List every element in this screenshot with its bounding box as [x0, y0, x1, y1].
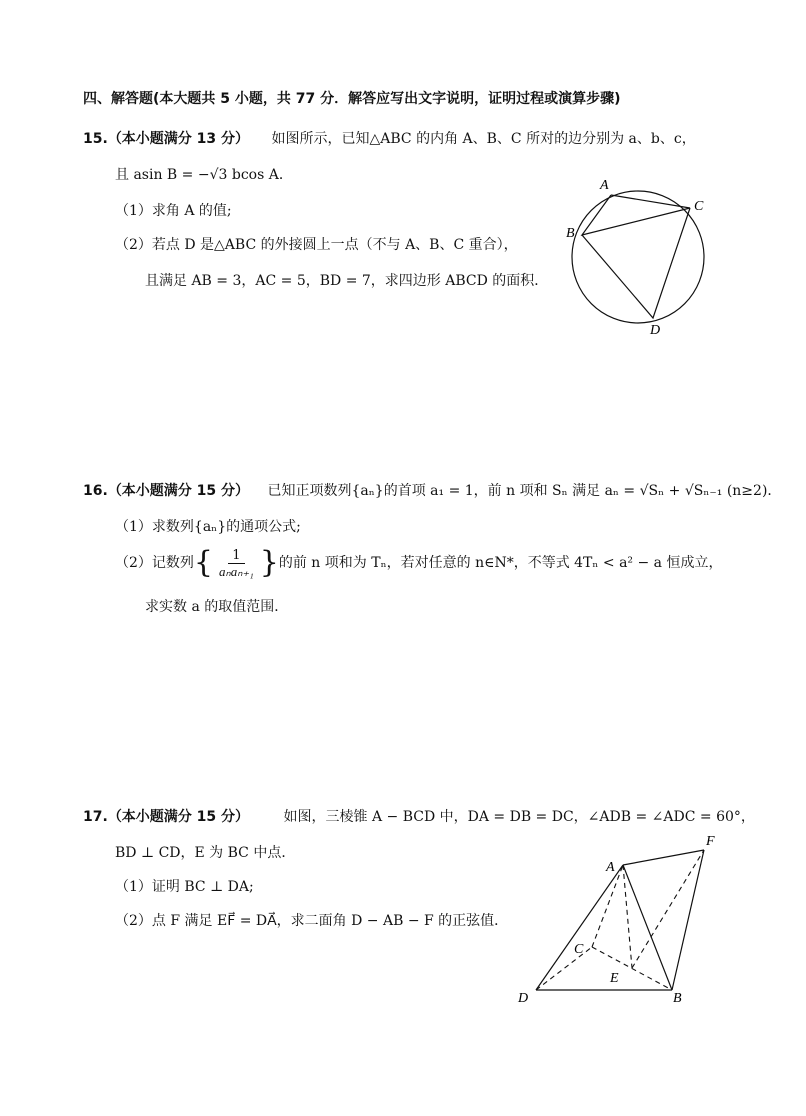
q15-number: 15.	[83, 131, 108, 147]
edge-AE	[623, 865, 632, 968]
segments-bd-dc	[582, 208, 690, 318]
label-B: B	[673, 991, 682, 1006]
edge-CA	[592, 865, 623, 947]
edge-AB	[623, 865, 672, 990]
label-E: E	[610, 971, 619, 986]
q16-number: 16.	[83, 483, 108, 499]
q16-fraction	[215, 548, 258, 579]
q16-part2-post: 的前 n 项和为 Tₙ，若对任意的 n∈N*，不等式 4Tₙ < a² − a 恒成立，	[278, 555, 723, 571]
right-brace: }	[259, 545, 279, 580]
label-F: F	[706, 834, 715, 849]
label-A: A	[606, 860, 615, 875]
q17-number: 17.	[83, 809, 108, 825]
q15-part2-line2: 且满足 AB = 3，AC = 5，BD = 7，求四边形 ABCD 的面积．	[145, 273, 549, 289]
edge-EF	[632, 850, 704, 968]
q16-points: （本小题满分 15 分）	[107, 483, 250, 499]
fraction-denominator: aₙaₙ₊₁	[219, 563, 254, 579]
q17-stem: 如图，三棱锥 A − BCD 中，DA = DB = DC，∠ADB = ∠ADC = 60°，	[283, 809, 755, 825]
fraction-numerator: 1	[228, 548, 244, 564]
edge-CB	[592, 947, 672, 990]
q15-points: （本小题满分 13 分）	[107, 131, 250, 147]
label-C: C	[694, 199, 704, 214]
q17-condition: BD ⊥ CD，E 为 BC 中点．	[115, 845, 296, 861]
q16-part2-pre: （2）记数列	[115, 555, 194, 571]
label-A: A	[600, 178, 609, 193]
label-C: C	[574, 942, 584, 957]
q16-part2-line1	[115, 545, 722, 581]
circumcircle	[572, 191, 704, 323]
q17-part1: （1）证明 BC ⊥ DA;	[115, 879, 254, 895]
q17-header	[83, 808, 755, 826]
q15-condition: 且 asin B = −√3 bcos A．	[115, 167, 293, 183]
q16-part2-line2: 求实数 a 的取值范围．	[145, 599, 289, 615]
section-heading: 四、解答题(本大题共 5 小题，共 77 分．解答应写出文字说明，证明过程或演算步骤)	[83, 91, 621, 107]
label-D: D	[650, 323, 661, 338]
q15-part2-line1: （2）若点 D 是△ABC 的外接圆上一点（不与 A、B、C 重合），	[115, 237, 518, 253]
q16-stem: 已知正项数列{aₙ}的首项 a₁ = 1，前 n 项和 Sₙ 满足 aₙ = √Sₙ + √Sₙ₋₁ (n≥2)．	[267, 483, 782, 499]
edge-AF	[623, 850, 704, 865]
q15-header	[83, 130, 696, 148]
left-brace: {	[193, 545, 214, 580]
q17-part2: （2）点 F 满足 EF⃗ = DA⃗，求二面角 D − AB − F 的正弦值．	[115, 913, 509, 929]
q16-header	[83, 482, 781, 500]
label-D: D	[518, 991, 529, 1006]
label-B: B	[566, 226, 575, 241]
q17-points: （本小题满分 15 分）	[107, 809, 250, 825]
q15-part1: （1）求角 A 的值;	[115, 203, 232, 219]
q15-circle-figure	[560, 170, 720, 340]
q17-pyramid-figure	[510, 825, 730, 1010]
q15-stem: 如图所示，已知△ABC 的内角 A、B、C 所对的边分别为 a、b、c，	[271, 131, 696, 147]
edge-FB	[672, 850, 704, 990]
edge-DC	[536, 947, 592, 990]
q16-part1: （1）求数列{aₙ}的通项公式;	[115, 519, 301, 535]
